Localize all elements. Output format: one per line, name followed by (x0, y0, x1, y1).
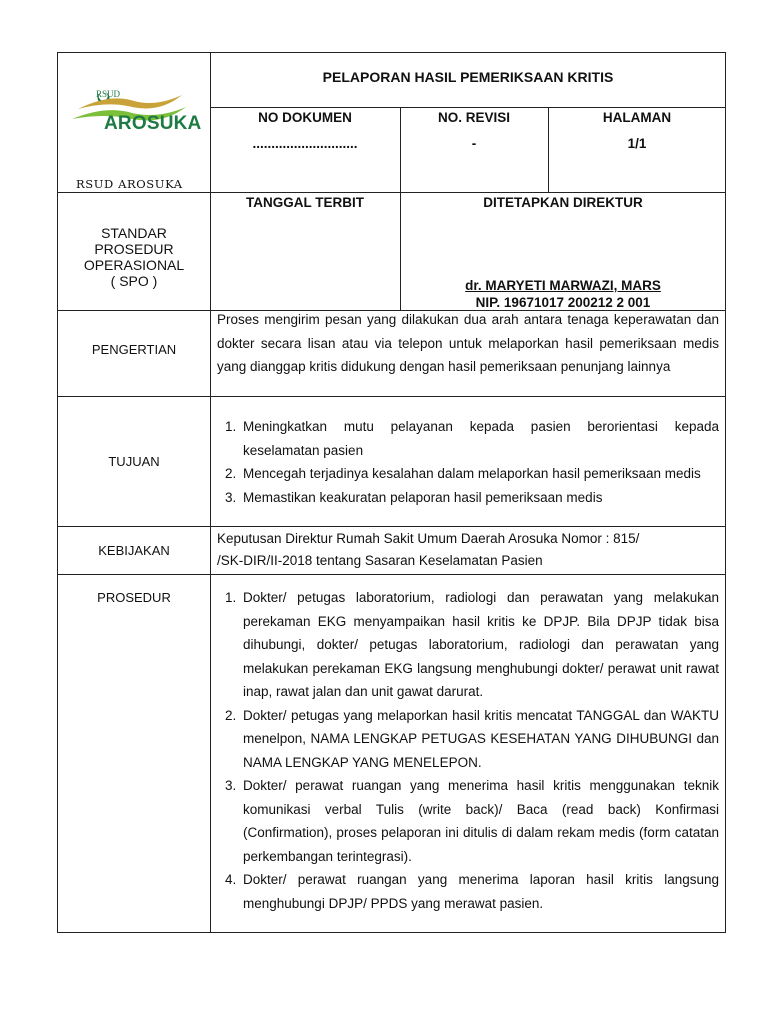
no-dokumen-label: NO DOKUMEN (258, 110, 352, 125)
spo-title (58, 225, 210, 289)
tanggal-terbit-label: TANGGAL TERBIT (246, 195, 364, 210)
logo-row-divider (58, 192, 726, 193)
hospital-caption: RSUD AROSUKA (76, 177, 183, 191)
spo-title-line: PROSEDUR (94, 241, 174, 257)
pengertian-label: PENGERTIAN (91, 342, 177, 357)
spo-title-line: STANDAR (101, 225, 167, 241)
hospital-logo (70, 87, 202, 157)
prosedur-item: 1. Dokter/ petugas laboratorium, radiologi dan perawatan yang melakukan perekaman EKG menyampaikan hasil kritis ke DPJP. Bila DPJP tidak bisa dihubungi, dokter/ petugas laboratorium, radiologi dan perawatan yang melakukan perekaman EKG langsung menghubungi dokter/ perawat unit rawat inap, rawat jalan dan unit gawat darurat. (240, 586, 719, 704)
prosedur-item: 3. Dokter/ perawat ruangan yang menerima hasil kritis menggunakan teknik komunikasi verbal Tulis (write back)/ Baca (read back) Konfirmasi (Confirmation), proses pelaporan ini ditulis di dalam rekam medis (form catatan perkembangan terintegrasi). (240, 774, 719, 868)
director-nip: NIP. 19671017 200212 2 001 (475, 295, 651, 310)
prosedur-list (217, 586, 719, 915)
tujuan-item: 1. Meningkatkan mutu pelayanan kepada pasien berorientasi kepada keselamatan pasien (240, 415, 719, 462)
pengertian-row-divider (58, 396, 726, 397)
prosedur-item: 2. Dokter/ petugas yang melaporkan hasil kritis mencatat TANGGAL dan WAKTU menelpon, NAMA LENGKAP PETUGAS KESEHATAN YANG DIHUBUNGI dan NAMA LENGKAP YANG MENELEPON. (240, 704, 719, 775)
document-title: PELAPORAN HASIL PEMERIKSAAN KRITIS (322, 69, 614, 85)
label-column-divider (210, 53, 211, 933)
ditetapkan-label: DITETAPKAN DIREKTUR (483, 195, 643, 210)
pengertian-text: Proses mengirim pesan yang dilakukan dua arah antara tenaga keperawatan dan dokter secara lisan atau via telepon untuk melaporkan hasil pemeriksaan medis yang dianggap kritis didukung dengan hasil pemeriksaan penunjang lainnya (217, 312, 719, 374)
kebijakan-line: Keputusan Direktur Rumah Sakit Umum Daerah Arosuka Nomor : 815/ (217, 531, 640, 546)
spo-title-line: ( SPO ) (110, 273, 158, 289)
kebijakan-line: /SK-DIR/II-2018 tentang Sasaran Keselamatan Pasien (217, 553, 543, 568)
kebijakan-row-divider (58, 574, 726, 575)
halaman-label: HALAMAN (602, 110, 672, 125)
logo-name-text: AROSUKA (104, 113, 202, 134)
no-revisi-label: NO. REVISI (437, 110, 510, 125)
tujuan-item: 3. Memastikan keakuratan pelaporan hasil pemeriksaan medis (240, 486, 719, 510)
tujuan-item: 2. Mencegah terjadinya kesalahan dalam melaporkan hasil pemeriksaan medis (240, 462, 719, 486)
title-row-divider (210, 107, 726, 108)
tujuan-label: TUJUAN (108, 454, 160, 469)
prosedur-label: PROSEDUR (97, 590, 171, 605)
kebijakan-text (217, 528, 719, 572)
logo-rsud-text: RSUD (96, 89, 121, 99)
no-dokumen-value: ............................ (252, 136, 358, 151)
prosedur-list-container (217, 586, 719, 915)
halaman-value: 1/1 (627, 136, 647, 151)
spo-document (57, 52, 726, 933)
kebijakan-label: KEBIJAKAN (98, 543, 170, 558)
tujuan-list (217, 415, 719, 509)
director-name: dr. MARYETI MARWAZI, MARS (465, 278, 661, 293)
prosedur-item: 4. Dokter/ perawat ruangan yang menerima laporan hasil kritis langsung menghubungi DPJP/ PPDS yang merawat pasien. (240, 868, 719, 915)
no-revisi-value: - (471, 136, 477, 151)
tujuan-row-divider (58, 526, 726, 527)
spo-title-line: OPERASIONAL (83, 257, 185, 273)
tujuan-list-container (217, 415, 719, 509)
